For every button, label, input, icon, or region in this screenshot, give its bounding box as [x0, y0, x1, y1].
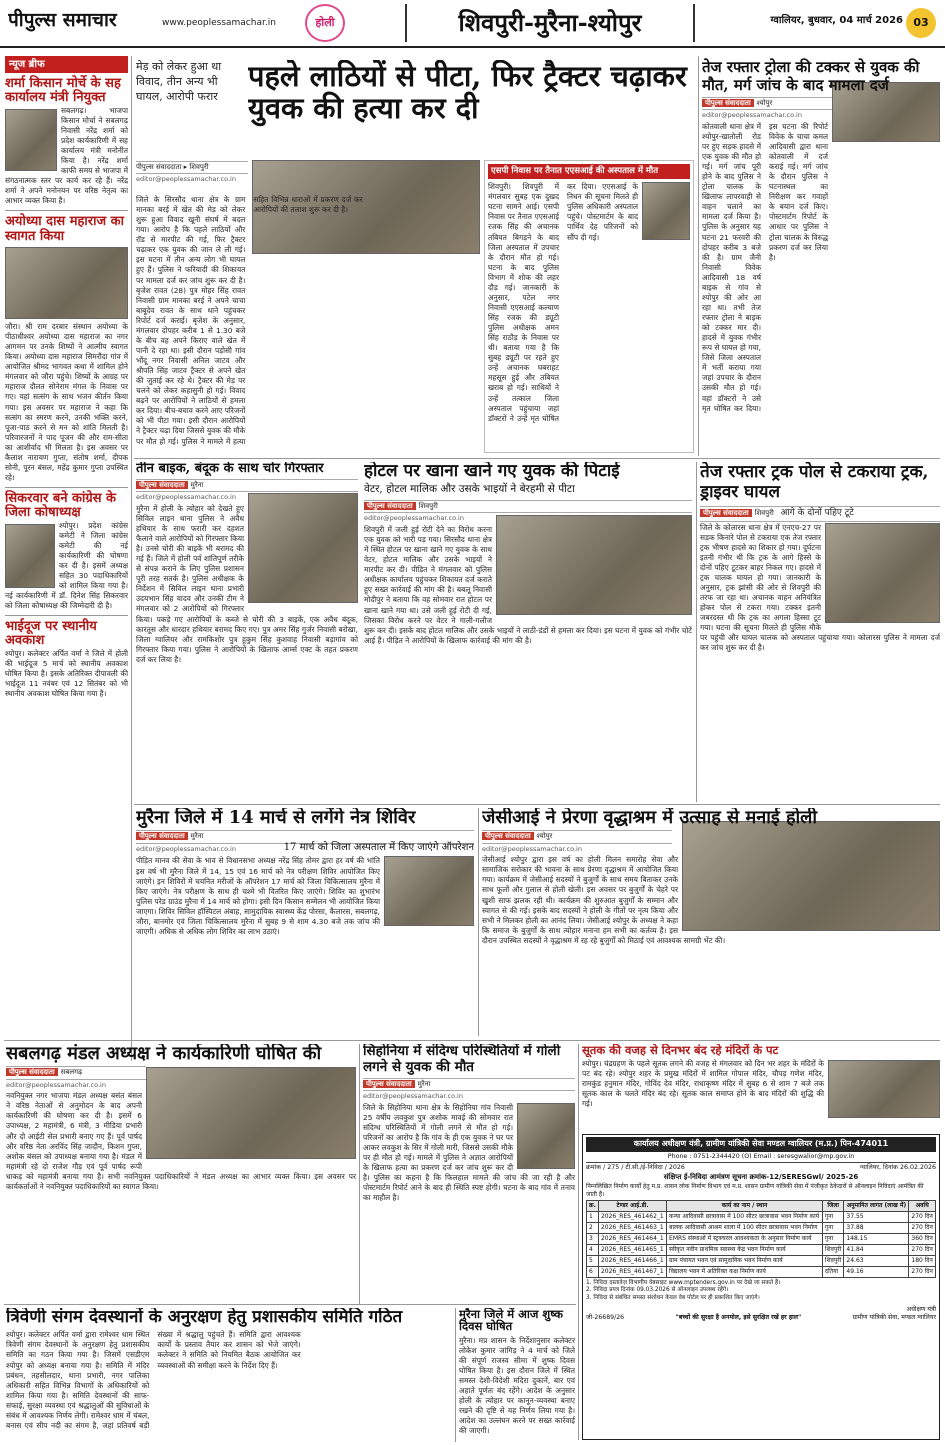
divider — [5, 487, 128, 488]
tender-cell: 37.55 — [844, 1212, 909, 1223]
tender-cell: गुना — [822, 1223, 843, 1234]
asi-headline: एसपी निवास पर तैनात एएसआई की अस्पताल में मौत — [488, 164, 690, 179]
chor-email: editor@peoplessamachar.co.in — [136, 493, 236, 502]
tender-cell: 2026_RES_461462_1 — [598, 1212, 666, 1223]
column-rule — [578, 1044, 579, 1440]
triveni-story — [6, 1308, 452, 1442]
tender-table — [586, 1200, 936, 1277]
tender-cell: 4 — [587, 1245, 599, 1256]
tender-cell: EMRS संस्थाओं में स्ट्रक्चरल आवश्यकता के अनुसार निर्माण कार्य — [667, 1234, 823, 1245]
tender-ref: क्रमांक / 275 / टी.सी./ई-निविदा / 2026 — [586, 1163, 685, 1171]
lead-email: editor@peoplessamachar.co.in — [136, 175, 236, 184]
divider — [5, 615, 128, 616]
masthead — [0, 0, 945, 48]
netra-subhead: 17 मार्च को जिला अस्पताल में किए जाएंगे ऑपरेशन — [283, 842, 474, 854]
festival-badge: होली — [305, 4, 345, 42]
netra-reporter: पीपुल्स संवाददाता — [136, 832, 188, 840]
truck1-headline: तेज रफ्तार ट्रोला की टक्कर से युवक की मौत, मर्ग जांच के बाद मामला दर्ज — [702, 58, 920, 94]
brief-3-body: श्योपुर। प्रदेश कांग्रेस कमेटी ने जिला कांग्रेस कमेटी की नई कार्यकारिणी की घोषणा कर दी है। इसमें अध्यक्ष सहित 30 पदाधिकारियों को शामिल किया गया है। नई कार्यकारिणी में डॉ. दिनेश सिंह सिकरवार को जिला कोषाध्यक्ष की जिम्मेदारी दी है। — [5, 520, 128, 611]
column-rule — [131, 56, 132, 1061]
tender-col-header: कार्य का नाम / स्थान — [667, 1201, 823, 1212]
tender-note-2: 2. निविदा प्रपत्र दिनांक 09.03.2026 से ऑनलाइन उपलब्ध रहेंगे। — [586, 1287, 729, 1294]
tender-col-header: अनुमानित लागत (लाख में) — [844, 1201, 909, 1212]
tender-col-header: अवधि — [909, 1201, 936, 1212]
column-rule — [359, 1044, 360, 1304]
jci-reporter: पीपुल्स संवाददाता — [482, 832, 534, 840]
triveni-body: श्योपुर। कलेक्टर अर्पित वर्मा द्वारा रामेश्वर धाम स्थित त्रिवेणी संगम देवस्थानों के अनुरक्षण हेतु प्रशासकीय समिति का गठन किया गया है। जिसमें एसडीएम श्योपुर को अध्यक्ष बनाया गया है। समिति में मंदिर प्रबंधन, तहसीलदार, थाना प्रभारी, नगर पालिका अधिकारी सहित विभिन्न विभागों के अधिकारियों को शामिल किया गया है। समिति देवस्थानों की साफ-सफाई, सुरक्षा व्यवस्था एवं श्रद्धालुओं की सुविधाओं के संबंध में आवश्यक निर्णय लेगी। रामेश्वर धाम में चंबल, बनास एवं सीप नदी का संगम है, जहां प्रतिवर्ष बड़ी संख्या में श्रद्धालु पहुंचते हैं। समिति द्वारा आवश्यक कार्यों के प्रस्ताव तैयार कर शासन को भेजे जाएंगे। कलेक्टर ने समिति को नियमित बैठक आयोजित कर व्यवस्थाओं की समीक्षा करने के निर्देश दिए हैं। — [6, 1330, 301, 1430]
tender-cell: 6 — [587, 1266, 599, 1277]
tender-row — [587, 1223, 936, 1234]
tender-footer-slogan: "बच्चों की सुरक्षा है अनमोल, इसे सुरक्षित रखें हर हाल" — [675, 1313, 802, 1321]
truck1-reporter: पीपुल्स संवाददाता — [702, 99, 754, 107]
brief-1-body: सबलगढ़। भाजपा किसान मोर्चा ने सबलगढ़ निवासी नरेंद्र शर्मा को प्रदेश कार्यकारिणी में सह कार्यालय मंत्री मनोनीत किया है। नरेंद्र शर्मा काफी समय से भाजपा में संगठनात्मक स्तर पर कार्य कर रहे हैं। नरेंद्र शर्मा ने अपने मनोनयन पर वरिष्ठ नेतृत्व का आभार व्यक्त किया है। — [5, 105, 128, 206]
tender-footer-code: जी-26689/26 — [586, 1313, 625, 1321]
chor-headline: तीन बाइक, बंदूक के साथ चोर गिरफ्तार — [136, 462, 324, 476]
mandir-body: श्योपुर। चंद्रग्रहण के पहले सूतक लगने की वजह से मंगलवार को दिन भर शहर के मंदिरों के पट बंद रहे। श्योपुर शहर के प्रमुख मंदिरों में शामिल गोपाल मंदिर, चौपड़ गणेश मंदिर, रामकुंड हनुमान मंदिर, गोविंद देव मंदिर, राधाकृष्ण मंदिर में सुबह 6 से शाम 7 बजे तक सूतक काल के चलते मंदिर बंद रहे। सूतक काल समाप्त होने के बाद मंदिरों की शुद्धि की गई। — [582, 1058, 824, 1108]
truck1-email: editor@peoplessamachar.co.in — [702, 111, 802, 120]
tender-row — [587, 1212, 936, 1223]
tender-cell: 2026_RES_461466_1 — [598, 1255, 666, 1266]
tender-cell: 49.16 — [844, 1266, 909, 1277]
hotel-story — [364, 462, 692, 800]
tender-cell: 270 दिन — [909, 1266, 936, 1277]
netra-email: editor@peoplessamachar.co.in — [136, 844, 236, 853]
brief-3-photo — [5, 524, 55, 588]
shushk-story — [459, 1308, 575, 1442]
netra-photo — [384, 856, 474, 926]
tender-cell: शिवपुरी — [822, 1255, 843, 1266]
tender-cell: 2026_RES_461464_1 — [598, 1234, 666, 1245]
sabalgarh-headline: सबलगढ़ मंडल अध्यक्ष ने कार्यकारिणी घोषित की — [6, 1044, 322, 1064]
jci-photo — [682, 821, 940, 931]
jci-body: जेसीआई श्योपुर द्वारा इस वर्ष का होली मिलन समारोह सेवा और सामाजिक सरोकार की भावना के साथ प्रेरणा वृद्धाश्रम में आयोजित किया गया। कार्यक्रम में जेसीआई सदस्यों ने बुजुर्गों के साथ समय बिताकर उनके साथ फूलों और गुलाल से होली खेली। इस अवसर पर बुजुर्गों के चेहरे पर खुशी साफ झलक रही थी। कार्यक्रम की शुरुआत बुजुर्गों के सम्मान और स्वागत से की गई। इसके बाद सदस्यों ने होली के गीतों पर नृत्य किया और सभी ने मिलकर होली का आनंद लिया। जेसीआई श्योपुर के अध्यक्ष ने कहा कि समाज के बुजुर्गों के साथ त्योहार मनाना हम सभी का कर्तव्य है। इस दौरान उपस्थित सदस्यों ने वृद्धाश्रम में रह रहे बुजुर्गों को मिठाई एवं आवश्यक सामग्री भेंट की। — [482, 855, 726, 945]
truck2-body: जिले के कोलारस थाना क्षेत्र में एनएच-27 पर सड़क किनारे पोल से टकराया एक तेज रफ्तार ट्रक भीषण हादसे का शिकार हो गया। दुर्घटना इतनी गंभीर थी कि ट्रक के आगे हिस्से के दोनों पहिए टूटकर बाहर निकल गए। हादसे में ट्रक चालक घायल हो गया। जानकारी के अनुसार, ट्रक झांसी की ओर से शिवपुरी की तरफ जा रहा था। अचानक वाहन अनियंत्रित होकर पोल से टकरा गया। टक्कर इतनी जबरदस्त थी कि ट्रक का अगला हिस्सा टूट गया। घटना की सूचना मिलते ही पुलिस मौके पर पहुंची और घायल चालक को अस्पताल पहुंचाया गया। कोलारस पुलिस ने मामला दर्ज कर जांच शुरू कर दी है। — [700, 522, 940, 653]
logo: पीपुल्स समाचार — [8, 9, 117, 31]
tender-row — [587, 1266, 936, 1277]
tender-cell: 180 दिन — [909, 1255, 936, 1266]
truck2-subhead: आगे के दोनों पहिए टूटे — [780, 507, 854, 518]
tender-cell: 2026_RES_461465_1 — [598, 1245, 666, 1256]
netra-headline: मुरैना जिले में 14 मार्च से लगेंगे नेत्र शिविर — [136, 808, 416, 828]
tender-cell: 270 दिन — [909, 1212, 936, 1223]
tender-cell: 2026_RES_461467_1 — [598, 1266, 666, 1277]
divider — [5, 210, 128, 211]
tender-cell: गुना — [822, 1212, 843, 1223]
jci-story — [482, 808, 940, 1036]
tender-cell: कन्या आदिवासी छात्रावास में 100 सीटर छात्रावास भवन निर्माण कार्य — [667, 1212, 823, 1223]
tender-cell: बालक आदिवासी आश्रम शाला में 100 सीटर छात्रावास भवन निर्माण — [667, 1223, 823, 1234]
sabalgarh-body: नवनियुक्त नगर भाजपा मंडल अध्यक्ष बसंत बंसल ने वरिष्ठ नेताओं से अनुमोदन के बाद अपनी कार्यकारिणी की घोषणा कर दी है। इसमें 6 उपाध्यक्ष, 2 महामंत्री, 6 मंत्री, 3 मीडिया प्रभारी और दो आईटी सेल प्रभारी बनाए गए हैं। पूर्व पार्षद और वरिष्ठ नेता अरविंद सिंह जादौन, किशन गुप्ता, अशोक बंसल को उपाध्यक्ष बनाया गया है। मंडल में महामंत्री रहे दो राजेश गौड़ एवं पूर्व पार्षद रूपी धाकड़ को महामंत्री बनाया गया है। सभी नवनियुक्त पदाधिकारियों ने मंडल अध्यक्ष का आभार व्यक्त किया। इस अवसर पर कार्यकर्ताओं ने नवनियुक्त पदाधिकारियों का स्वागत किया। — [6, 1091, 356, 1191]
website: www.peoplessamachar.in — [162, 18, 276, 28]
triveni-headline: त्रिवेणी संगम देवस्थानों के अनुरक्षण हेतु प्रशासकीय समिति गठित — [6, 1308, 403, 1327]
hotel-email: editor@peoplessamachar.co.in — [364, 514, 464, 523]
tender-cell: 1 — [587, 1212, 599, 1223]
tender-cell: 2026_RES_461463_1 — [598, 1223, 666, 1234]
tender-title: संक्षिप्त ई-निविदा आमंत्रण सूचना क्रमांक-12/SERESGwl/ 2025-26 — [663, 1173, 859, 1182]
sabalgarh-photo — [146, 1067, 356, 1159]
brief-1-photo — [5, 109, 57, 171]
tender-contact: Phone : 0751-2344420 (O) Email : seresgwalior@mp.gov.in — [586, 1152, 936, 1163]
hotel-body: शिवपुरी में जली हुई रोटी देने का विरोध करना एक युवक को भारी पड़ गया। सिरसौद थाना क्षेत्र में स्थित होटल पर खाना खाने गए युवक के साथ वेटर, होटल मालिक और उसके भाइयों ने मारपीट कर दी। पीड़ित ने मंगलवार को पुलिस अधीक्षक कार्यालय पहुंचकर शिकायत दर्ज कराते हुए सख्त कार्रवाई की मांग की है। बबलू निवासी मोदीपुर ने बताया कि वह सोमवार रात होटल पर खाना खाने गया था। उसे जली हुई रोटी दी गई, जिसका विरोध करने पर वेटर ने गाली-गलौज शुरू कर दी। इसके बाद होटल मालिक और उसके भाइयों ने लाठी-डंडों से हमला कर दिया। इस घटना में युवक को गंभीर चोटें आई हैं। पीड़ित ने आरोपियों के खिलाफ कार्रवाई की मांग की है। — [364, 525, 692, 645]
section-rule — [134, 458, 940, 459]
netra-story — [136, 808, 474, 1036]
sihoniya-email: editor@peoplessamachar.co.in — [363, 1092, 463, 1101]
tender-row — [587, 1245, 936, 1256]
tender-notice — [582, 1134, 940, 1440]
truck2-photo — [825, 523, 940, 623]
page-number: 03 — [906, 8, 936, 38]
sabalgarh-email: editor@peoplessamachar.co.in — [6, 1080, 106, 1089]
hotel-reporter: पीपुल्स संवाददाता — [364, 502, 416, 510]
chor-photo — [248, 493, 358, 603]
tender-cell: 41.84 — [844, 1245, 909, 1256]
news-brief-column — [5, 56, 128, 1061]
lead-kicker: मेड़ को लेकर हुआ था विवाद, तीन अन्य भी घायल, आरोपी फरार — [136, 60, 222, 103]
tender-cell: गुना — [822, 1234, 843, 1245]
tender-org: कार्यालय अधीक्षण यंत्री, ग्रामीण यांत्रिकी सेवा मण्डल ग्वालियर (म.प्र.) पिन-474011 — [586, 1137, 936, 1152]
section-rule — [4, 1040, 940, 1041]
truck1-place: श्योपुर — [756, 99, 773, 107]
column-rule — [455, 1308, 456, 1442]
brief-2-headline: अयोध्या दास महाराज का स्वागत किया — [5, 214, 124, 244]
chor-reporter: पीपुल्स संवाददाता — [136, 481, 188, 489]
tender-cell: 270 दिन — [909, 1223, 936, 1234]
tender-cell: 24.63 — [844, 1255, 909, 1266]
sabalgarh-place: सबलगढ़ — [60, 1068, 83, 1077]
region-title: शिवपुरी-मुरैना-श्योपुर — [405, 4, 695, 42]
asi-body: शिवपुरी। शिवपुरी में मंगलवार सुबह एक दुखद घटना सामने आई। एसपी निवास पर तैनात एएसआई रजक सिंह की अचानक तबियत बिगड़ने के बाद जिला अस्पताल में उपचार के दौरान मौत हो गई। घटना के बाद पुलिस विभाग में शोक की लहर दौड़ गई। जानकारी के अनुसार, पटेल नगर निवासी एएसआई कल्याण सिंह रजक की ड्यूटी पुलिस अधीक्षक अमन सिंह राठौड़ के निवास पर थी। बताया गया है कि सुबह ड्यूटी पर रहते हुए उन्हें अचानक घबराहट महसूस हुई और तबियत खराब हो गई। साथियों ने उन्हें तत्काल जिला अस्पताल पहुंचाया जहां डॉक्टरों ने उन्हें मृत घोषित कर दिया। एएसआई के निधन की सूचना मिलते ही पुलिस अधिकारी अस्पताल पहुंचे। पोस्टमार्टम के बाद पार्थिव देह परिजनों को सौंप दी गई। — [488, 182, 638, 423]
tender-cell: 3 — [587, 1234, 599, 1245]
sihoniya-headline: सिहोनिया में संदिग्ध परिस्थितियों में गोली लगने से युवक की मौत — [363, 1044, 561, 1075]
mandir-headline: सूतक की वजह से दिनभर बंद रहे मंदिरों के पट — [582, 1044, 779, 1057]
tender-cell: 148.15 — [844, 1234, 909, 1245]
truck2-headline: तेज रफ्तार ट्रक पोल से टकराया ट्रक, ड्राइवर घायल — [700, 462, 929, 503]
tender-cell: विद्यालय भवन में अतिरिक्त कक्ष निर्माण कार्य — [667, 1266, 823, 1277]
tender-cell: 37.88 — [844, 1223, 909, 1234]
tender-cell: 2 — [587, 1223, 599, 1234]
netra-place: मुरैना — [190, 832, 204, 841]
dateline: ग्वालियर, बुधवार, 04 मार्च 2026 — [770, 15, 903, 26]
chor-story — [136, 462, 358, 800]
tender-cell: स्वीकृत नवीन प्राथमिक स्वास्थ्य केंद्र भवन निर्माण कार्य — [667, 1245, 823, 1256]
mandir-story — [582, 1044, 940, 1132]
tender-note-3: 3. निविदा से संबंधित समस्त संशोधन केवल वेब पोर्टल पर ही प्रकाशित किए जाएंगे। — [586, 1295, 760, 1301]
jci-place: श्योपुर — [536, 832, 553, 841]
hotel-headline: होटल पर खाना खाने गए युवक की पिटाई — [364, 462, 620, 481]
jci-email: editor@peoplessamachar.co.in — [482, 844, 582, 853]
asi-story — [484, 160, 694, 453]
brief-2-photo — [5, 247, 128, 319]
sihoniya-reporter: पीपुल्स संवाददाता — [363, 1080, 415, 1088]
tender-col-header: क्र. — [587, 1201, 599, 1212]
sabalgarh-story — [6, 1044, 356, 1302]
hotel-photo — [496, 515, 692, 615]
column-rule — [478, 808, 479, 1036]
section-rule — [4, 1304, 576, 1305]
netra-body: पीड़ित मानव की सेवा के भाव से विधानसभा अध्यक्ष नरेंद्र सिंह तोमर द्वारा हर वर्ष की भांति इस वर्ष भी मुरैना जिले में 14, 15 एवं 16 मार्च को नेत्र परीक्षण शिविर आयोजित किए जाएंगे। इन शिविरों में चयनित मरीजों के ऑपरेशन 17 मार्च को जिला चिकित्सालय मुरैना में किए जाएंगे। नेत्र परीक्षण के साथ ही चश्मे भी वितरित किए जाएंगे। शिविर का शुभारंभ पुलिस परेड ग्राउंड मुरैना में 14 मार्च को होगा। इसी दिन किसान सम्मेलन भी आयोजित किया जाएगा। शिविर सिविल हॉस्पिटल अंबाह, सामुदायिक स्वास्थ्य केंद्र पोरसा, कैलारस, सबलगढ़, जौरा, बानमोर एवं जिला चिकित्सालय मुरैना में सुबह 9 से शाम 4.30 बजे तक जांच की जाएगी। अधिक से अधिक लोग शिविर का लाभ उठाएं। — [136, 856, 380, 936]
tender-row — [587, 1255, 936, 1266]
tender-signature: अधीक्षण यंत्री — [906, 1305, 936, 1313]
tender-row — [587, 1234, 936, 1245]
tender-cell: 360 दिन — [909, 1234, 936, 1245]
brief-2-body: जौरा। श्री राम दरबार संस्थान अयोध्या के पीठाधीश्वर अयोध्या दास महाराज का नगर आगमन पर उनके शिष्यों ने आत्मीय स्वागत किया। अयोध्या दास महाराज सिमरौदा गांव में आयोजित श्रीमद भागवत कथा में शामिल होने मंगलवार को जौरा पहुंचे। शिष्यों के आग्रह पर महाराज दौलत सोनेराम मंगल के निवास पर गए। यहां सत्संग के साथ भजन कीर्तन किया गया। इस अवसर पर महाराज ने कहा कि सत्संग का स्मरण करने, उनकी भक्ति करने, पूजा-पाठ करने से मन को शांति मिलती है। परिवारजनों ने पाद पूजन की और राम-सीता का आशीर्वाद भी मिलता है। इस अवसर पर कैलाश नारायण गुप्ता, संतोष शर्मा, दीपक सोनी, पूरन बंसल, महेंद्र कुमार गुप्ता उपस्थित रहे। — [5, 322, 128, 482]
section-rule — [134, 804, 940, 805]
asi-photo — [642, 182, 690, 240]
brief-4-body: श्योपुर। कलेक्टर अर्पित वर्मा ने जिले में होली की भाईदूज 5 मार्च को स्थानीय अवकाश घोषित किया है। इसके अतिरिक्त दीपावली की भाईदूज 11 नवंबर एवं 12 सितंबर को भी स्थानीय अवकाश घोषित किया गया है। — [5, 648, 128, 698]
shushk-body: मुरैना। मप्र शासन के निर्देशानुसार कलेक्टर लोकेश कुमार जांगिड़ ने 4 मार्च को जिले की संपूर्ण राजस्व सीमा में शुष्क दिवस घोषित किया है। इस दौरान जिले में स्थित समस्त देशी-विदेशी मदिरा दुकानें, बार एवं अहाते पूर्णतः बंद रहेंगे। आदेश के अनुसार होली के त्योहार पर कानून-व्यवस्था बनाए रखने की दृष्टि से यह निर्णय लिया गया है। आदेश का उल्लंघन करने पर सख्त कार्रवाई की जाएगी। — [459, 1335, 575, 1436]
tender-cell: ग्राम पंचायत भवन एवं सामुदायिक भवन निर्माण कार्य — [667, 1255, 823, 1266]
lead-byline: पीपुल्स संवाददाता ▸ शिवपुरी editor@peoplessamachar.co.in — [136, 158, 248, 190]
shushk-headline: मुरैना जिले में आज शुष्क दिवस घोषित — [459, 1308, 563, 1334]
tender-intro: निम्नलिखित निर्माण कार्यों हेतु म.प्र. शासन लोक निर्माण विभाग एवं म.प्र. शासन ग्रामीण यांत्रिकी सेवा में पंजीकृत ठेकेदारों से ऑनलाइन निविदाएं आमंत्रित की जाती हैं। — [586, 1183, 924, 1198]
sihoniya-body: जिले के सिहोनिया थाना क्षेत्र के सिहोनिया गांव निवासी 25 वर्षीय लवकुश पुत्र अशोक मावई की सोमवार रात संदिग्ध परिस्थितियों में गोली लगने से मौत हो गई। परिजनों का आरोप है कि गांव के ही एक युवक ने घर पर आकर लवकुश के सिर में गोली मारी, जिससे उसकी मौके पर ही मौत हो गई। मामले में पुलिस ने अज्ञात आरोपियों के खिलाफ हत्या का प्रकरण दर्ज कर जांच शुरू कर दी है। पुलिस का कहना है कि फिलहाल मामले की जांच की जा रही है और पोस्टमार्टम रिपोर्ट आने के बाद ही स्थिति स्पष्ट होगी। घटना के बाद गांव में तनाव का माहौल है। — [363, 1102, 575, 1203]
jci-headline: जेसीआई ने प्रेरणा वृद्धाश्रम में उत्साह से मनाई होली — [482, 808, 818, 828]
sabalgarh-reporter: पीपुल्स संवाददाता — [6, 1068, 58, 1076]
tender-cell: शिवपुरी — [822, 1245, 843, 1256]
chor-place: मुरैना — [190, 481, 204, 490]
tender-cell: 270 दिन — [909, 1245, 936, 1256]
truck1-story — [702, 58, 940, 453]
sihoniya-story — [363, 1044, 575, 1302]
lead-body: जिले के सिरसौद थाना क्षेत्र के ग्राम मानका बरई में खेत की मेड़ को लेकर शुरू हुआ विवाद खूनी संघर्ष में बदल गया। आरोप है कि पहले लाठियों और रॉड से मारपीट की गई, फिर ट्रैक्टर चढ़ाकर एक युवक की जान ले ली गई। इस घटना में तीन अन्य लोग भी घायल हुए हैं। पुलिस ने फरियादी की शिकायत पर मामला दर्ज कर जांच शुरू कर दी है। बृजेश रावत (28) पुत्र मोहर सिंह रावत निवासी ग्राम मानका बरई ने अपने चाचा बाबूदेव रावत के साथ थाने पहुंचकर रिपोर्ट दर्ज कराई। बृजेश के अनुसार, मंगलवार दोपहर करीब 1 से 1.30 बजे के बीच वह अपने किराए वाले खेत में पानी दे रहा था। इसी दौरान पड़ोसी गांव भोंदू नगर निवासी अनिल जाटव और श्रीपति सिंह जाटव ट्रैक्टर से अपने खेत की जुताई कर रहे थे। ट्रैक्टर की मेड़ पर चलने को लेकर कहासुनी हो गई। विवाद बढ़ने पर आरोपियों ने लाठियों से हमला कर दिया। बीच-बचाव करने आए परिजनों को भी पीटा गया। इसी दौरान आरोपियों ने ट्रैक्टर चढ़ा दिया जिससे युवक की मौके पर मौत हो गई। पुलिस ने मामले में हत्या सहित विभिन्न धाराओं में प्रकरण दर्ज कर आरोपियों की तलाश शुरू कर दी है। — [136, 195, 363, 446]
tender-col-header: जिला — [822, 1201, 843, 1212]
column-rule — [696, 462, 697, 802]
brief-1-headline: शर्मा किसान मोर्चे के सह कार्यालय मंत्री नियुक्त — [5, 76, 121, 106]
news-brief-label: न्यूज ब्रीफ — [5, 56, 128, 73]
column-rule — [698, 56, 699, 456]
tender-col-header: टेण्डर आई.डी. — [598, 1201, 666, 1212]
truck1-body: कोतवाली थाना क्षेत्र में श्योपुर-खातोली रोड पर हुए सड़क हादसे में एक युवक की मौत हो गई। मर्ग जांच पूरी होने के बाद पुलिस ने ट्रोला चालक के खिलाफ लापरवाही से वाहन चलाने का मामला दर्ज किया है। पुलिस के अनुसार यह घटना 21 फरवरी की दोपहर करीब 3 बजे की है। ग्राम जैनी निवासी विवेक आदिवासी 18 वर्ष बाइक से गांव से श्योपुर की ओर आ रहा था। तभी तेज रफ्तार ट्रोला ने बाइक को टक्कर मार दी। हादसे में युवक गंभीर रूप से घायल हो गया, जिसे जिला अस्पताल में भर्ती कराया गया जहां उपचार के दौरान उसकी मौत हो गई। वहां डॉक्टरों ने उसे मृत घोषित कर दिया। इस घटना की रिपोर्ट विवेक के चाचा कमल आदिवासी द्वारा थाना कोतवाली में दर्ज कराई गई। मर्ग जांच के दौरान पुलिस ने घटनास्थल का निरीक्षण कर गवाहों के बयान दर्ज किए। पोस्टमार्टम रिपोर्ट के आधार पर पुलिस ने ट्रोला चालक के विरुद्ध प्रकरण दर्ज कर लिया है। — [702, 121, 828, 413]
truck2-reporter: पीपुल्स संवाददाता — [700, 509, 752, 517]
lead-headline: पहले लाठियों से पीटा, फिर ट्रैक्टर चढ़ाकर युवक की हत्या कर दी — [248, 60, 687, 126]
mandir-photo — [828, 1060, 940, 1118]
tender-cell: दतिया — [822, 1266, 843, 1277]
brief-3-headline: सिकरवार बने कांग्रेस के जिला कोषाध्यक्ष — [5, 491, 117, 521]
chor-body: मुरैना में होली के त्योहार को देखते हुए सिविल लाइन थाना पुलिस ने अवैध हथियार के साथ फरारी कर दहशत फैलाने वाले आरोपियों को गिरफ्तार किया है। उनसे चोरी की बाइकें भी बरामद की गई हैं। जिले में होली पर्व शांतिपूर्ण तरीके से संपन्न कराने के लिए पुलिस प्रशासन पूरी तरह सतर्क है। पुलिस अधीक्षक के निर्देशन में सिविल लाइन थाना प्रभारी उदयभान सिंह यादव और उनकी टीम ने मंगलवार को 2 आरोपियों को गिरफ्तार किया। पकड़े गए आरोपियों के कब्जे से चोरी की 3 बाइकें, एक अवैध बंदूक, कारतूस और धारदार हथियार बरामद किए गए। पुत्र अमर सिंह गुर्जर निवासी बरोखा, जिला ग्वालियर और रामकिशोर पुत्र हुकुम सिंह कुशवाह निवासी बड़ागांव को गिरफ्तार किया गया। पुलिस ने आरोपियों के खिलाफ आर्म्स एक्ट के तहत प्रकरण दर्ज कर लिया है। — [136, 503, 358, 664]
tender-note-1: 1. निविदा दस्तावेज़ विभागीय वेबसाइट www.mptenders.gov.in पर देखे जा सकते हैं। — [586, 1279, 781, 1286]
tender-date: ग्वालियर, दिनांक 26.02.2026 — [859, 1163, 936, 1171]
sihoniya-photo — [517, 1103, 575, 1169]
truck2-story — [700, 462, 940, 800]
tender-cell: 5 — [587, 1255, 599, 1266]
lead-reporter: पीपुल्स संवाददाता — [136, 163, 182, 171]
lead-place: शिवपुरी — [189, 163, 209, 171]
hotel-subhead: वेटर, होटल मालिक और उसके भाइयों ने बेरहमी से पीटा — [364, 483, 575, 496]
tender-signature-office: ग्रामीण यांत्रिकी सेवा, मण्डल ग्वालियर — [852, 1313, 936, 1321]
sihoniya-place: मुरैना — [417, 1080, 431, 1089]
hotel-place: शिवपुरी — [418, 502, 438, 511]
truck2-place: शिवपुरी — [754, 508, 774, 517]
brief-4-headline: भाईदूज पर स्थानीय अवकाश — [5, 619, 97, 649]
